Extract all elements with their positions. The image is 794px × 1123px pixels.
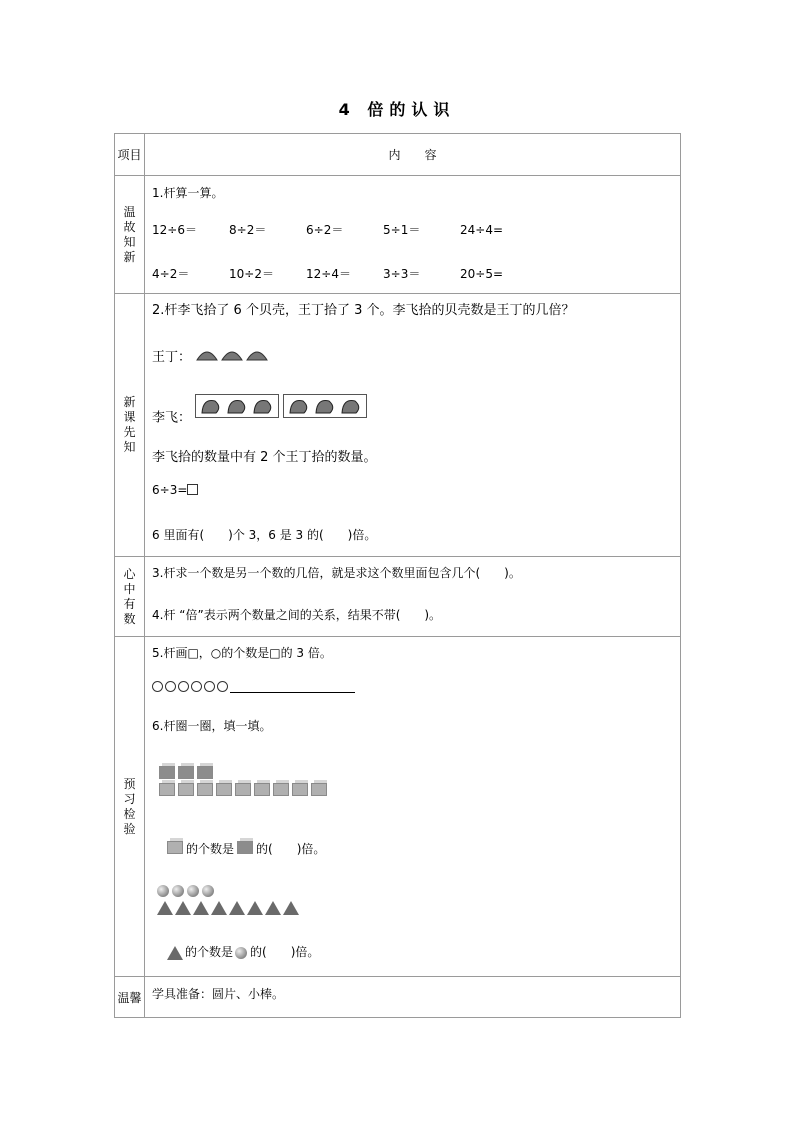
explanation: 李飞拾的数量中有 2 个王丁拾的数量。	[152, 450, 377, 465]
equation: 6÷3=	[152, 483, 198, 497]
question-1: 1.杆算一算。	[152, 186, 224, 200]
header-content: 内 容	[145, 134, 681, 176]
li-row: 李飞：	[152, 394, 367, 426]
shells-group-1	[195, 394, 279, 418]
cubes-light-row	[159, 783, 330, 799]
section-preview	[145, 294, 681, 557]
calc-row-1: 12÷6＝ 8÷2＝ 6÷2＝ 5÷1＝ 24÷4=	[152, 223, 504, 237]
circles-row	[152, 680, 355, 694]
fill-shapes: 的个数是 的( )倍。	[167, 943, 319, 960]
tip-text: 学具准备：圆片、小棒。	[152, 987, 285, 1001]
question-6: 6.杆圈一圈，填一填。	[152, 719, 272, 733]
page-title: 4 倍的认识	[338, 100, 456, 119]
label-review: 温故知新	[115, 176, 145, 294]
wang-row: 王丁：	[152, 346, 270, 365]
header-item: 项目	[115, 134, 145, 176]
section-tip	[145, 977, 681, 1018]
draw-line[interactable]	[230, 682, 355, 693]
section-check	[145, 637, 681, 977]
label-check: 预习检验	[115, 637, 145, 977]
answer-box[interactable]	[187, 484, 198, 495]
label-preview: 新课先知	[115, 294, 145, 557]
fill-blank: 6 里面有( )个 3，6 是 3 的( )倍。	[152, 528, 377, 542]
shells-wang	[195, 346, 270, 364]
balls-row	[157, 883, 217, 897]
fill-cubes: 的个数是 的( )倍。	[167, 840, 325, 857]
shells-group-2	[283, 394, 367, 418]
question-5: 5.杆画□，○的个数是□的 3 倍。	[152, 646, 332, 660]
calc-row-2: 4÷2＝ 10÷2＝ 12÷4＝ 3÷3＝ 20÷5=	[152, 267, 504, 281]
section-mind	[145, 557, 681, 637]
label-tip: 温馨	[115, 977, 145, 1018]
label-mind: 心中有数	[115, 557, 145, 637]
triangles-row	[157, 900, 301, 915]
question-2: 2.杆李飞拾了 6 个贝壳，王丁拾了 3 个。李飞拾的贝壳数是王丁的几倍？	[152, 303, 575, 318]
worksheet-table	[114, 133, 681, 1018]
question-4: 4.杆 “倍”表示两个数量之间的关系，结果不带( )。	[152, 608, 442, 622]
section-review	[145, 176, 681, 294]
question-3: 3.杆求一个数是另一个数的几倍，就是求这个数里面包含几个( )。	[152, 566, 521, 580]
